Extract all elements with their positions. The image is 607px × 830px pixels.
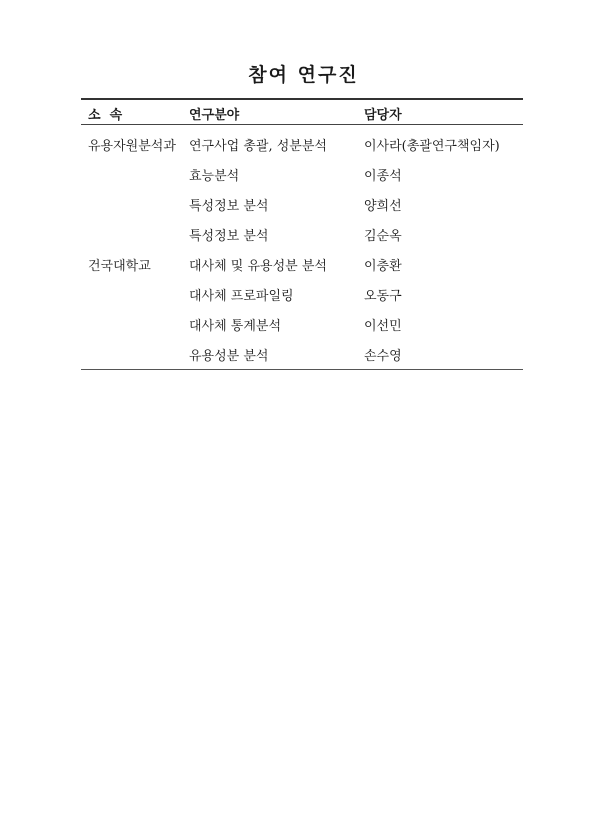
person-cell: 이충환	[364, 259, 402, 274]
table-header	[81, 100, 523, 125]
field-cell: 대사체 통계분석	[189, 319, 282, 334]
table-row	[81, 159, 523, 189]
affiliation-cell: 유용자원분석과	[88, 139, 176, 154]
table-row	[81, 129, 523, 159]
researchers-table	[81, 98, 523, 370]
table-body	[81, 125, 523, 369]
person-cell: 이사라(총괄연구책임자)	[364, 139, 500, 154]
table-row	[81, 219, 523, 249]
affiliation-cell: 건국대학교	[88, 259, 151, 274]
header-person: 담당자	[364, 108, 402, 123]
header-affiliation: 소 속	[88, 108, 123, 123]
field-cell: 대사체 및 유용성분 분석	[189, 259, 327, 274]
field-cell: 유용성분 분석	[189, 349, 269, 364]
person-cell: 김순옥	[364, 229, 402, 244]
person-cell: 이선민	[364, 319, 402, 334]
field-cell: 연구사업 총괄, 성분분석	[189, 139, 327, 154]
table-row	[81, 279, 523, 309]
table-row	[81, 339, 523, 369]
field-cell: 대사체 프로파일링	[189, 289, 294, 304]
table-row	[81, 249, 523, 279]
field-cell: 효능분석	[189, 169, 240, 184]
person-cell: 손수영	[364, 349, 402, 364]
table-row	[81, 189, 523, 219]
field-cell: 특성정보 분석	[189, 229, 269, 244]
person-cell: 이종석	[364, 169, 402, 184]
header-field: 연구분야	[189, 108, 240, 123]
person-cell: 양희선	[364, 199, 402, 214]
page-title: 참여 연구진	[248, 64, 359, 86]
table-row	[81, 309, 523, 339]
field-cell: 특성정보 분석	[189, 199, 269, 214]
person-cell: 오동구	[364, 289, 402, 304]
